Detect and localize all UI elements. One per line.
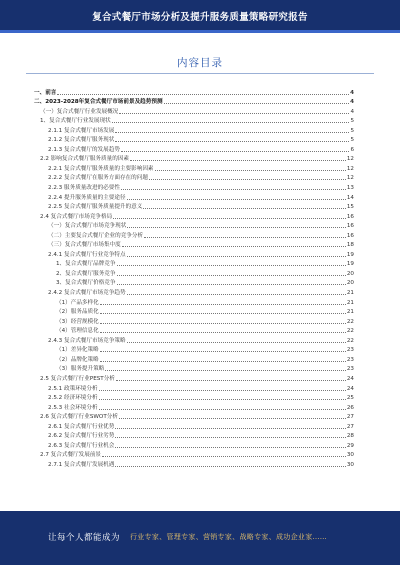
toc-entry-page-number: 22 <box>346 328 354 335</box>
toc-leader-dots <box>99 389 346 391</box>
toc-entry-page-number: 27 <box>346 423 354 430</box>
toc-leader-dots <box>102 455 346 457</box>
toc-entry-label: （3）经营规模化 <box>56 318 99 325</box>
toc-leader-dots <box>122 245 346 247</box>
toc-leader-dots <box>99 408 346 410</box>
toc-entry[interactable] <box>34 411 354 421</box>
toc-entry-page-number: 4 <box>350 99 354 106</box>
toc-entry[interactable] <box>34 134 354 144</box>
toc-entry-label: 2.2 影响复合式餐厅服务质量的因素 <box>40 156 129 163</box>
toc-leader-dots <box>115 436 346 438</box>
toc-entry[interactable] <box>34 153 354 163</box>
toc-entry-page-number: 14 <box>346 194 354 201</box>
toc-entry[interactable] <box>34 258 354 268</box>
toc-entry-label: 2.4 复合式餐厅市场竞争格局 <box>40 213 113 220</box>
toc-entry-page-number: 27 <box>346 414 354 421</box>
toc-entry-label: 2.5.2 经济环境分析 <box>48 395 98 402</box>
toc-entry-label: （2）服务品质化 <box>56 309 99 316</box>
toc-entry[interactable] <box>34 220 354 230</box>
toc-entry[interactable] <box>34 306 354 316</box>
toc-entry-page-number: 28 <box>346 433 354 440</box>
page-header <box>0 0 400 30</box>
toc-divider <box>26 73 374 74</box>
toc-entry[interactable] <box>34 124 354 134</box>
footer-roles: 行业专家、管理专家、营销专家、战略专家、成功企业家…… <box>130 533 328 541</box>
toc-leader-dots <box>127 198 346 200</box>
toc-list <box>34 86 354 468</box>
toc-entry-label: 2.5.3 社会环境分析 <box>48 404 98 411</box>
toc-leader-dots <box>121 188 346 190</box>
toc-entry[interactable] <box>34 239 354 249</box>
toc-leader-dots <box>100 312 346 314</box>
toc-leader-dots <box>116 379 346 381</box>
toc-leader-dots <box>130 159 346 161</box>
toc-entry-label: 2.1.1 复合式餐厅市场发展 <box>48 127 115 134</box>
toc-entry-page-number: 5 <box>350 118 354 125</box>
toc-entry-page-number: 16 <box>346 213 354 220</box>
toc-leader-dots <box>115 465 346 467</box>
toc-entry-label: 2.5 复合式餐厅行业PEST分析 <box>40 375 115 382</box>
toc-entry[interactable] <box>34 229 354 239</box>
toc-entry-label: 2.6.2 复合式餐厅行业劣势 <box>48 433 115 440</box>
toc-leader-dots <box>100 322 346 324</box>
footer-slogan: 让每个人都能成为 <box>48 533 121 543</box>
toc-entry[interactable] <box>34 267 354 277</box>
toc-entry-page-number: 13 <box>346 185 354 192</box>
toc-entry-label: 2、复合式餐厅服务竞争 <box>56 270 116 277</box>
toc-leader-dots <box>117 283 346 285</box>
toc-entry-label: 2.6.1 复合式餐厅行业优势 <box>48 423 115 430</box>
toc-entry-page-number: 5 <box>350 127 354 134</box>
toc-entry[interactable] <box>34 191 354 201</box>
toc-entry[interactable] <box>34 181 354 191</box>
toc-entry[interactable] <box>34 430 354 440</box>
toc-entry-label: 2.4.3 复合式餐厅市场竞争策略 <box>48 337 126 344</box>
toc-entry-page-number: 5 <box>350 137 354 144</box>
toc-entry-label: 2.7.1 复合式餐厅发展机遇 <box>48 461 115 468</box>
toc-leader-dots <box>100 303 346 305</box>
toc-leader-dots <box>115 131 349 133</box>
toc-entry-label: 2.2.5 复合式餐厅服务质量提升的意义 <box>48 204 143 211</box>
toc-leader-dots <box>149 178 346 180</box>
toc-entry[interactable] <box>34 277 354 287</box>
toc-entry[interactable] <box>34 210 354 220</box>
toc-leader-dots <box>127 226 346 228</box>
toc-entry-label: （3）服务提升策略 <box>56 366 105 373</box>
toc-entry-page-number: 4 <box>350 108 354 115</box>
toc-entry-label: （一）复合式餐厅行业发展概况 <box>40 108 119 115</box>
toc-entry-page-number: 30 <box>346 452 354 459</box>
toc-entry[interactable] <box>34 458 354 468</box>
toc-entry-label: 2.2.2 复合式餐厅在服务方面存在的问题 <box>48 175 148 182</box>
toc-entry-label: 2.5.1 政策环境分析 <box>48 385 98 392</box>
toc-entry[interactable] <box>34 143 354 153</box>
toc-entry-page-number: 12 <box>346 175 354 182</box>
toc-entry-label: 1、复合式餐厅行业发展现状 <box>40 118 111 125</box>
toc-entry-page-number: 19 <box>346 261 354 268</box>
page-footer <box>0 511 400 565</box>
toc-entry-label: 2.6 复合式餐厅行业SWOT分析 <box>40 414 118 421</box>
toc-entry-page-number: 24 <box>346 375 354 382</box>
toc-entry[interactable] <box>34 296 354 306</box>
toc-entry-label: 2.7 复合式餐厅发展前景 <box>40 452 102 459</box>
toc-entry-label: 1、复合式餐厅品牌竞争 <box>56 261 116 268</box>
toc-entry-label: 2.6.3 复合式餐厅行业机会 <box>48 442 115 449</box>
toc-leader-dots <box>100 350 346 352</box>
toc-entry[interactable] <box>34 439 354 449</box>
toc-entry[interactable] <box>34 325 354 335</box>
toc-entry-label: （4）管理信息化 <box>56 328 99 335</box>
toc-leader-dots <box>113 217 346 219</box>
toc-entry[interactable] <box>34 372 354 382</box>
toc-entry-label: （2）品牌化策略 <box>56 356 99 363</box>
toc-leader-dots <box>115 446 346 448</box>
toc-leader-dots <box>117 264 346 266</box>
toc-leader-dots <box>117 274 346 276</box>
toc-entry[interactable] <box>34 382 354 392</box>
toc-entry-page-number: 24 <box>346 385 354 392</box>
toc-leader-dots <box>99 398 346 400</box>
toc-entry-page-number: 30 <box>346 461 354 468</box>
toc-entry[interactable] <box>34 344 354 354</box>
toc-leader-dots <box>105 369 346 371</box>
toc-leader-dots <box>119 417 346 419</box>
toc-entry-label: 2.2.3 服务质量改进的必要性 <box>48 185 120 192</box>
toc-entry-page-number: 6 <box>350 146 354 153</box>
toc-entry[interactable] <box>34 401 354 411</box>
header-accent-bar <box>0 30 400 33</box>
toc-leader-dots <box>155 169 346 171</box>
toc-entry-label: 二、2023-2028年复合式餐厅市场前景及趋势预测 <box>34 99 163 106</box>
toc-leader-dots <box>119 112 349 114</box>
toc-entry[interactable] <box>34 363 354 373</box>
toc-leader-dots <box>115 140 349 142</box>
toc-entry-page-number: 23 <box>346 356 354 363</box>
toc-entry-label: 2.2.4 提升服务质量的主要途径 <box>48 194 126 201</box>
toc-entry-label: 2.2.1 复合式餐厅服务质量的主要影响因素 <box>48 165 154 172</box>
toc-entry[interactable] <box>34 105 354 115</box>
toc-entry-page-number: 20 <box>346 280 354 287</box>
toc-entry[interactable] <box>34 286 354 296</box>
toc-entry[interactable] <box>34 172 354 182</box>
toc-entry[interactable] <box>34 315 354 325</box>
toc-leader-dots <box>164 102 350 104</box>
toc-leader-dots <box>144 236 346 238</box>
toc-entry-page-number: 22 <box>346 318 354 325</box>
toc-entry-page-number: 18 <box>346 242 354 249</box>
toc-entry-page-number: 16 <box>346 232 354 239</box>
toc-leader-dots <box>143 207 346 209</box>
toc-entry-page-number: 21 <box>346 309 354 316</box>
toc-entry[interactable] <box>34 449 354 459</box>
toc-leader-dots <box>112 121 350 123</box>
toc-entry-page-number: 21 <box>346 290 354 297</box>
toc-leader-dots <box>121 150 349 152</box>
toc-leader-dots <box>127 255 346 257</box>
toc-entry-page-number: 22 <box>346 337 354 344</box>
toc-entry-label: 一、前言 <box>34 89 57 96</box>
toc-entry-page-number: 4 <box>350 89 354 96</box>
toc-heading: 内容目录 <box>177 57 223 69</box>
report-title: 复合式餐厅市场分析及提升服务质量策略研究报告 <box>92 12 308 23</box>
toc-entry-label: （1）差异化策略 <box>56 347 99 354</box>
toc-entry[interactable] <box>34 392 354 402</box>
toc-entry-page-number: 15 <box>346 204 354 211</box>
toc-entry-label: 3、复合式餐厅价格竞争 <box>56 280 116 287</box>
toc-entry-page-number: 29 <box>346 442 354 449</box>
toc-entry-label: 2.1.3 复合式餐厅的发展趋势 <box>48 146 120 153</box>
toc-entry-page-number: 23 <box>346 347 354 354</box>
toc-entry-label: 2.4.2 复合式餐厅市场竞争趋势 <box>48 290 126 297</box>
toc-entry[interactable] <box>34 201 354 211</box>
toc-entry[interactable] <box>34 115 354 125</box>
toc-entry-page-number: 20 <box>346 270 354 277</box>
toc-entry-label: （二）主要复合式餐厅企业的竞争分析 <box>48 232 144 239</box>
toc-entry-page-number: 12 <box>346 165 354 172</box>
toc-leader-dots <box>115 427 346 429</box>
toc-entry-label: （三）复合式餐厅市场集中度 <box>48 242 121 249</box>
toc-entry-label: 2.1.2 复合式餐厅服务现状 <box>48 137 115 144</box>
toc-entry[interactable] <box>34 162 354 172</box>
toc-entry[interactable] <box>34 96 354 106</box>
toc-entry-page-number: 21 <box>346 299 354 306</box>
toc-entry-page-number: 16 <box>346 223 354 230</box>
toc-leader-dots <box>100 331 346 333</box>
toc-entry-label: 2.4.1 复合式餐厅行业竞争特点 <box>48 251 126 258</box>
toc-entry-page-number: 26 <box>346 404 354 411</box>
toc-leader-dots <box>57 93 349 95</box>
toc-entry-label: （一）复合式餐厅市场竞争现状 <box>48 223 127 230</box>
toc-entry[interactable] <box>34 420 354 430</box>
toc-leader-dots <box>127 293 346 295</box>
toc-entry-page-number: 12 <box>346 156 354 163</box>
toc-entry-page-number: 25 <box>346 395 354 402</box>
toc-entry[interactable] <box>34 353 354 363</box>
toc-entry-label: （1）产品多样化 <box>56 299 99 306</box>
toc-entry-page-number: 19 <box>346 251 354 258</box>
toc-entry[interactable] <box>34 248 354 258</box>
toc-entry[interactable] <box>34 86 354 96</box>
toc-leader-dots <box>100 360 346 362</box>
toc-entry[interactable] <box>34 334 354 344</box>
toc-entry-page-number: 23 <box>346 366 354 373</box>
toc-leader-dots <box>127 341 346 343</box>
